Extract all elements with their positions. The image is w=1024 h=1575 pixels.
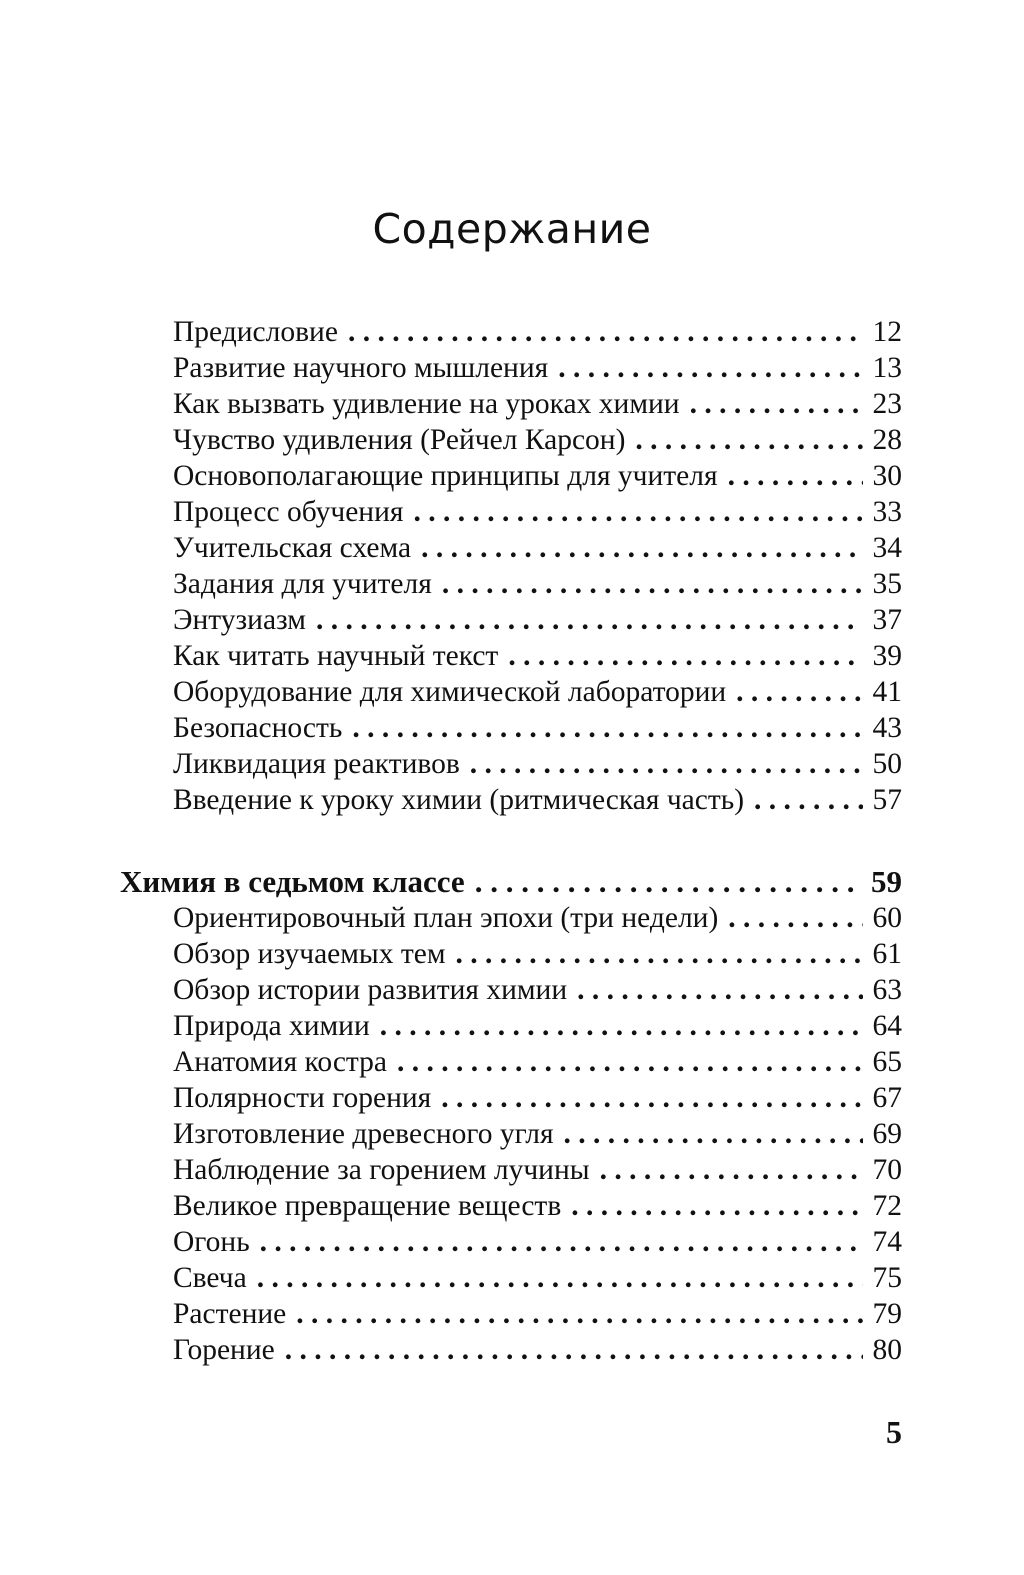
toc-entry-page: 63	[872, 974, 902, 1006]
toc-entry	[120, 458, 902, 494]
toc-chapter-list	[120, 864, 902, 1368]
toc-entry	[120, 1080, 902, 1116]
toc-entry-title: Полярности горения	[173, 1082, 432, 1114]
toc-entry-page: 12	[872, 316, 902, 348]
toc-entry-page: 23	[872, 388, 902, 420]
toc-entry-page: 30	[872, 460, 902, 492]
toc-entry-title: Основополагающие принципы для учителя	[173, 460, 718, 492]
toc-entry-title: Свеча	[173, 1262, 247, 1294]
toc-entry-title: Ориентировочный план эпохи (три недели)	[173, 902, 719, 934]
toc-entry-page: 70	[872, 1154, 902, 1186]
toc-entry	[120, 1296, 902, 1332]
toc-entry-title: Предисловие	[173, 316, 338, 348]
toc-entry	[120, 386, 902, 422]
toc-entry-page: 35	[872, 568, 902, 600]
toc-leader-dots	[413, 494, 862, 530]
toc-entry	[120, 314, 902, 350]
toc-entry-page: 75	[872, 1262, 902, 1294]
toc-entry-title: Энтузиазм	[173, 604, 306, 636]
toc-entry	[120, 674, 902, 710]
toc-entry	[120, 1188, 902, 1224]
toc-entry-page: 60	[872, 902, 902, 934]
toc-entry	[120, 900, 902, 936]
toc-entry	[120, 1116, 902, 1152]
toc-leader-dots	[690, 386, 863, 422]
toc-entry-title: Наблюдение за горением лучины	[173, 1154, 590, 1186]
toc-entry-title: Горение	[173, 1334, 275, 1366]
toc-entry-title: Огонь	[173, 1226, 250, 1258]
toc-entry-page: 72	[872, 1190, 902, 1222]
toc-entry	[120, 638, 902, 674]
toc-entry-page: 69	[872, 1118, 902, 1150]
page-title: Содержание	[372, 205, 652, 253]
toc-leader-dots	[316, 602, 863, 638]
toc-entry-page: 74	[872, 1226, 902, 1258]
toc-leader-dots	[728, 458, 863, 494]
toc-entry-title: Природа химии	[173, 1010, 370, 1042]
toc-entry	[120, 746, 902, 782]
toc-entry-page: 57	[872, 784, 902, 816]
toc-entry-title: Обзор изучаемых тем	[173, 938, 446, 970]
toc-leader-dots	[352, 710, 862, 746]
toc-intro-list	[120, 314, 902, 818]
toc-entry	[120, 710, 902, 746]
toc-entry-title: Обзор истории развития химии	[173, 974, 568, 1006]
toc-entry	[120, 422, 902, 458]
toc-entry-page: 13	[872, 352, 902, 384]
toc-entry-title: Чувство удивления (Рейчел Карсон)	[173, 424, 626, 456]
toc-leader-dots	[571, 1188, 862, 1224]
toc-leader-dots	[257, 1260, 863, 1296]
toc-leader-dots	[456, 936, 863, 972]
toc-leader-dots	[508, 638, 862, 674]
toc-entry	[120, 602, 902, 638]
toc-entry-page: 33	[872, 496, 902, 528]
toc-leader-dots	[728, 900, 862, 936]
toc-entry-page: 39	[872, 640, 902, 672]
toc-chapter-title: Химия в седьмом классе	[120, 864, 465, 899]
toc-leader-dots	[285, 1332, 863, 1368]
toc-entry	[120, 1260, 902, 1296]
toc-entry	[120, 1224, 902, 1260]
toc-entry-page: 34	[872, 532, 902, 564]
toc-entry-page: 61	[872, 938, 902, 970]
toc-entry	[120, 494, 902, 530]
toc-leader-dots	[260, 1224, 863, 1260]
toc-entry-title: Великое превращение веществ	[173, 1190, 562, 1222]
toc-leader-dots	[470, 746, 863, 782]
page-number: 5	[886, 1414, 902, 1450]
toc-leader-dots	[754, 782, 862, 818]
toc-entry-page: 50	[872, 748, 902, 780]
toc-leader-dots	[635, 422, 862, 458]
toc-leader-dots	[397, 1044, 862, 1080]
toc-entry	[120, 350, 902, 386]
toc-entry-title: Задания для учителя	[173, 568, 432, 600]
toc-entry-page: 28	[872, 424, 902, 456]
toc-chapter-heading	[120, 864, 902, 900]
toc-leader-dots	[421, 530, 862, 566]
toc-entry	[120, 1332, 902, 1368]
toc-entry-title: Растение	[173, 1298, 287, 1330]
toc-leader-dots	[380, 1008, 863, 1044]
toc-entry-page: 43	[872, 712, 902, 744]
toc-entry-page: 41	[872, 676, 902, 708]
toc-leader-dots	[564, 1116, 863, 1152]
toc-entry-title: Процесс обучения	[173, 496, 404, 528]
toc-leader-dots	[442, 566, 863, 602]
toc-entry	[120, 972, 902, 1008]
toc-leader-dots	[600, 1152, 863, 1188]
toc-entry-page: 80	[872, 1334, 902, 1366]
toc-leader-dots	[441, 1080, 862, 1116]
toc-leader-dots	[296, 1296, 862, 1332]
toc-entry	[120, 566, 902, 602]
toc-entry	[120, 782, 902, 818]
toc-entry-title: Как читать научный текст	[173, 640, 499, 672]
toc-leader-dots	[348, 314, 863, 350]
toc-leader-dots	[577, 972, 862, 1008]
toc-entry-page: 37	[872, 604, 902, 636]
toc-leader-dots	[736, 674, 862, 710]
toc-entry-page: 64	[872, 1010, 902, 1042]
toc-entry-title: Ликвидация реактивов	[173, 748, 460, 780]
toc-entry-title: Безопасность	[173, 712, 343, 744]
toc-entry-title: Анатомия костра	[173, 1046, 388, 1078]
toc-entry-page: 67	[872, 1082, 902, 1114]
toc-entry-title: Оборудование для химической лаборатории	[173, 676, 727, 708]
toc-entry	[120, 936, 902, 972]
toc-chapter-page: 59	[871, 864, 902, 899]
toc-entry-title: Как вызвать удивление на уроках химии	[173, 388, 680, 420]
toc-entry	[120, 1152, 902, 1188]
toc-entry-title: Развитие научного мышления	[173, 352, 549, 384]
toc-entry-title: Введение к уроку химии (ритмическая часть)	[173, 784, 745, 816]
toc-entry-title: Изготовление древесного угля	[173, 1118, 554, 1150]
toc-leader-dots	[558, 350, 862, 386]
toc-entry-page: 79	[872, 1298, 902, 1330]
toc-entry-page: 65	[872, 1046, 902, 1078]
toc-entry	[120, 1008, 902, 1044]
toc-entry	[120, 530, 902, 566]
toc-entry-title: Учительская схема	[173, 532, 412, 564]
toc-entry	[120, 1044, 902, 1080]
toc-leader-dots	[475, 864, 861, 900]
